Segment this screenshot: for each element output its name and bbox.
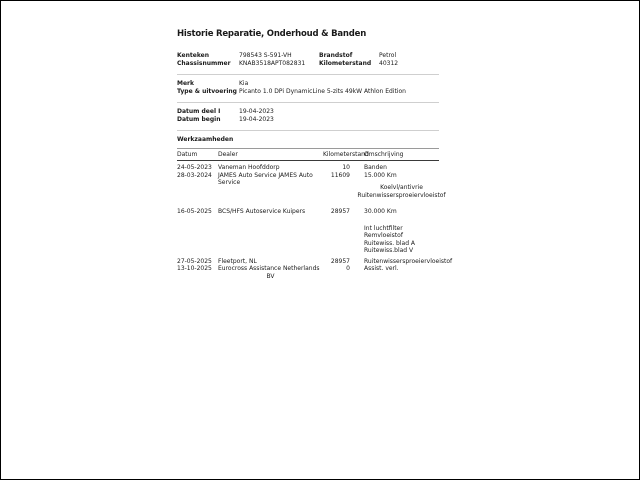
omschrijving-line: 30.000 Km <box>364 208 397 215</box>
dealer-line: Service <box>218 179 241 186</box>
type-uitvoering-label: Type & uitvoering <box>177 88 237 95</box>
header-dealer: Dealer <box>218 150 238 158</box>
table-row <box>177 164 439 172</box>
cell-omschrijving <box>361 257 453 266</box>
dealer-line: BCS/HFS Autoservice Kuipers <box>218 208 306 215</box>
datum-begin-label: Datum begin <box>177 116 221 123</box>
table-header-row <box>177 148 439 161</box>
header-kilometerstand: Kilometerstand <box>323 150 369 158</box>
dealer-line: Vaneman Hoofddorp <box>218 164 280 171</box>
cell-kilometerstand: 28957 <box>330 208 350 215</box>
datum-deel1-value: 19-04-2023 <box>239 108 274 115</box>
omschrijving-line: Ruitewiss.blad V <box>364 247 414 254</box>
datum-deel1-label: Datum deel I <box>177 108 221 115</box>
brandstof-value: Petrol <box>379 52 397 59</box>
omschrijving-line: Banden <box>364 164 387 171</box>
header-datum: Datum <box>177 150 198 158</box>
omschrijving-line: Koelvl/antivrie <box>380 184 423 191</box>
dealer-line: Eurocross Assistance Netherlands <box>218 265 320 272</box>
cell-dealer <box>218 208 323 216</box>
datum-begin-value: 19-04-2023 <box>239 116 274 123</box>
vehicle-type-block <box>177 80 439 96</box>
cell-kilometerstand: 28957 <box>330 257 350 265</box>
section-divider <box>177 102 439 103</box>
omschrijving-line: Remvloeistof <box>364 232 403 239</box>
omschrijving-line: Ruitenwissersproeiervloeistof <box>357 191 446 199</box>
dealer-line: Fleetport, NL <box>218 257 257 265</box>
table-row <box>177 171 446 200</box>
header-omschrijving: Omschrijving <box>364 150 404 158</box>
section-divider <box>177 74 439 75</box>
vehicle-id-block <box>177 52 439 68</box>
type-uitvoering-value: Picanto 1.0 DPi DynamicLine 5-zits 49kW Athlon Edition <box>239 88 406 95</box>
cell-dealer <box>218 258 323 266</box>
cell-dealer <box>218 265 323 280</box>
chassisnummer-label: Chassisnummer <box>177 60 231 67</box>
table-row <box>177 257 453 266</box>
kilometerstand-label: Kilometerstand <box>319 60 372 67</box>
cell-omschrijving <box>357 171 446 200</box>
cell-datum: 27-05-2025 <box>177 257 212 265</box>
kenteken-label: Kenteken <box>177 52 209 59</box>
cell-kilometerstand: 0 <box>346 265 350 272</box>
kilometerstand-value: 40312 <box>379 60 399 67</box>
cell-datum: 16-05-2025 <box>177 208 212 215</box>
brandstof-label: Brandstof <box>319 52 353 59</box>
cell-kilometerstand: 11609 <box>330 171 350 179</box>
werkzaamheden-table <box>177 148 453 280</box>
dealer-line: JAMES Auto Service JAMES Auto <box>218 171 313 179</box>
omschrijving-line: Int luchtfilter <box>364 224 403 232</box>
dealer-line: BV <box>266 272 275 280</box>
table-row <box>177 265 439 280</box>
cell-omschrijving <box>361 164 439 172</box>
werkzaamheden-section-title: Werkzaamheden <box>177 136 234 143</box>
cell-dealer <box>218 164 323 172</box>
cell-datum: 28-03-2024 <box>177 171 212 179</box>
section-divider <box>177 130 439 131</box>
registration-dates-block <box>177 108 439 124</box>
cell-omschrijving <box>361 208 439 255</box>
omschrijving-line: Ruitewiss. blad A <box>364 239 416 247</box>
table-row <box>177 208 439 255</box>
cell-kilometerstand: 10 <box>342 164 350 171</box>
cell-datum: 13-10-2025 <box>177 265 212 272</box>
cell-omschrijving <box>361 265 439 273</box>
vehicle-history-document <box>177 29 453 280</box>
cell-dealer <box>218 172 323 187</box>
omschrijving-line: Ruitenwissersproeiervloeistof <box>364 257 453 265</box>
kenteken-value: 798543 S-591-VH <box>239 52 292 59</box>
omschrijving-line: Assist. verl. <box>364 265 399 272</box>
page-title: Historie Reparatie, Onderhoud & Banden <box>177 29 367 39</box>
merk-label: Merk <box>177 80 194 87</box>
cell-datum: 24-05-2023 <box>177 164 212 171</box>
merk-value: Kia <box>239 80 249 87</box>
omschrijving-line: 15.000 Km <box>364 171 397 179</box>
chassisnummer-value: KNAB3518APT082831 <box>239 60 306 67</box>
